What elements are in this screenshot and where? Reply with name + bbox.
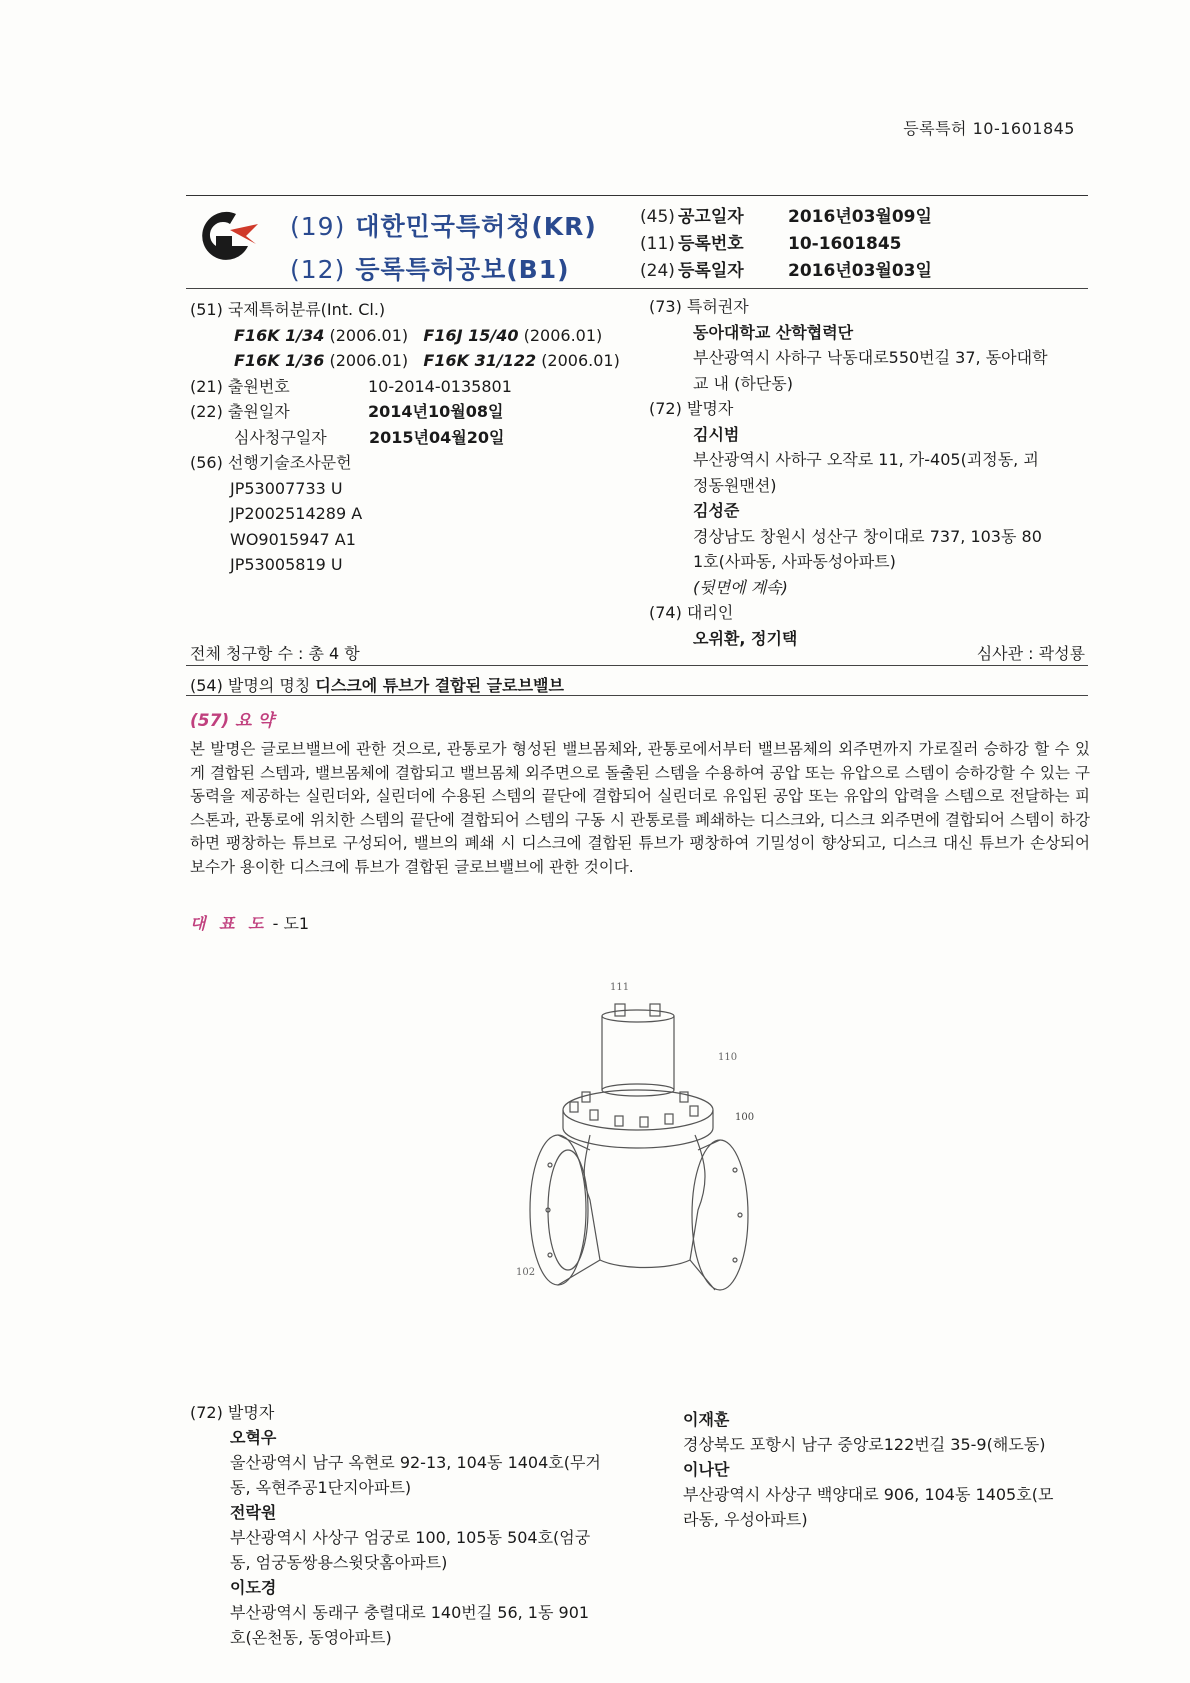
title-bottom-divider <box>186 695 1088 696</box>
patent-number-header: 등록특허 10-1601845 <box>903 119 1075 138</box>
abstract-text: 본 발명은 글로브밸브에 관한 것으로, 관통로가 형성된 밸브몸체와, 관통로에서부터 밸브몸체의 외주면까지 가로질러 승하강 할 수 있게 결합된 스템과, 밸브몸체에 결합되고 밸브몸체 외주면으로 돌출된 스템을 수용하여 공압 또는 유압으로 스템이 승하강할 수 있는 구동력을 제공하는 실린더와, 실린더에 수용된 스템의 끝단에 결합되어 실린더로 유입된 공압 또는 유압의 압력을 스템으로 전달하는 피스톤과, 관통로에 위치한 스템의 끝단에 결합되어 스템의 구동 시 관통로를 폐쇄하는 디스크와, 디스크 외주면에 결합되어 스템이 하강하면 팽창하는 튜브로 구성되어, 밸브의 폐쇄 시 디스크에 결합된 튜브가 팽창하여 기밀성이 향상되고, 디스크 대신 튜브가 손상되어 보수가 용이한 디스크에 튜브가 결합된 글로브밸브에 관한 것이다. <box>190 740 1090 876</box>
meta-row: (11) 등록번호 10-1601845 <box>640 234 902 254</box>
fig-label-111: 111 <box>610 982 630 993</box>
inventor-label: (72) 발명자 <box>649 399 734 418</box>
application-date: (22) 출원일자 2014년10월08일 <box>190 402 504 421</box>
more-inventors-label: (72) 발명자 <box>190 1403 275 1422</box>
inventor-address: 부산광역시 동래구 충렬대로 140번길 56, 1동 901 <box>230 1603 590 1622</box>
continued-note: (뒷면에 계속) <box>693 577 788 597</box>
examiner: 심사관 : 곽성룡 <box>976 644 1085 663</box>
inventor-address: 호(온천동, 동영아파트) <box>230 1628 392 1647</box>
inventor-name: 이도경 <box>230 1578 277 1597</box>
ipc-row: F16K 1/34 (2006.01) F16J 15/40 (2006.01) <box>234 325 603 345</box>
representative-figure: 대 표 도 - 도1 <box>190 914 310 933</box>
meta-row: (24) 등록일자 2016년03월03일 <box>640 261 932 281</box>
publication-meta <box>640 204 932 285</box>
prior-art-item: JP53007733 U <box>230 478 343 498</box>
meta-divider <box>186 288 1088 289</box>
invention-title: (54) 발명의 명칭 디스크에 튜브가 결합된 글로브밸브 <box>190 676 564 695</box>
owner-address: 부산광역시 사하구 낙동대로550번길 37, 동아대학 <box>693 348 1048 367</box>
kipo-logo-icon <box>196 206 260 266</box>
prior-art-item: JP53005819 U <box>230 555 343 574</box>
owner-address: 교 내 (하단동) <box>693 373 793 393</box>
more-inventors-left <box>190 1400 630 1650</box>
inventor-address: 라동, 우성아파트) <box>683 1510 808 1529</box>
owner-label: (73) 특허권자 <box>649 297 749 316</box>
prior-art-label: (56) 선행기술조사문헌 <box>190 453 352 472</box>
top-divider <box>186 195 1088 196</box>
fig-label-110: 110 <box>718 1052 738 1063</box>
claims-count: 전체 청구항 수 : 총 4 항 <box>190 644 360 663</box>
valve-drawing <box>516 960 820 1340</box>
inventor-name: 오혁우 <box>230 1428 277 1447</box>
inventor-address: 부산광역시 사하구 오작로 11, 가-405(괴정동, 괴 <box>693 450 1039 469</box>
office-line-1: (19) 대한민국특허청(KR) <box>290 212 597 241</box>
inventor-address: 동, 옥현주공1단지아파트) <box>230 1478 412 1497</box>
inventor-name: 이나단 <box>683 1460 730 1479</box>
title-top-divider <box>186 665 1088 666</box>
inventor-address: 경상북도 포항시 남구 중앙로122번길 35-9(해도동) <box>683 1435 1046 1454</box>
bibliographic-left <box>190 297 630 578</box>
inventor-name: 김성준 <box>693 501 740 520</box>
inventor-address: 경상남도 창원시 성산구 창이대로 737, 103동 80 <box>693 526 1042 546</box>
inventor-address: 부산광역시 사상구 엄궁로 100, 105동 504호(엄궁 <box>230 1528 591 1547</box>
inventor-name: 김시범 <box>693 424 740 444</box>
more-inventors-right <box>683 1407 1103 1532</box>
inventor-name: 전락원 <box>230 1503 277 1522</box>
inventor-address: 1호(사파동, 사파동성아파트) <box>693 552 896 571</box>
fig-label-102: 102 <box>516 1267 536 1278</box>
agent-label: (74) 대리인 <box>649 603 734 622</box>
exam-request-date: 심사청구일자 2015년04월20일 <box>234 427 505 447</box>
bibliographic-right <box>649 294 1094 651</box>
fig-label-100: 100 <box>735 1112 755 1123</box>
inventor-name: 이재훈 <box>683 1410 730 1429</box>
office-line-2: (12) 등록특허공보(B1) <box>290 255 570 284</box>
meta-row: (45) 공고일자 2016년03월09일 <box>640 207 932 227</box>
inventor-address: 정동원맨션) <box>693 475 777 495</box>
ipc-row: F16K 1/36 (2006.01) F16K 31/122 (2006.01) <box>234 351 620 370</box>
inventor-address: 부산광역시 사상구 백양대로 906, 104동 1405호(모 <box>683 1485 1054 1504</box>
prior-art-item: JP2002514289 A <box>230 504 363 523</box>
ipc-label: (51) 국제특허분류(Int. Cl.) <box>190 300 386 319</box>
prior-art-item: WO9015947 A1 <box>230 529 356 549</box>
application-number: (21) 출원번호 10-2014-0135801 <box>190 376 512 396</box>
owner-name: 동아대학교 산학협력단 <box>693 322 854 342</box>
inventor-address: 동, 엄궁동쌍용스윗닷홈아파트) <box>230 1553 448 1572</box>
inventor-address: 울산광역시 남구 옥현로 92-13, 104동 1404호(무거 <box>230 1453 601 1472</box>
abstract-heading: (57) 요 약 <box>190 711 274 731</box>
agent-name: 오위환, 정기택 <box>693 628 798 648</box>
